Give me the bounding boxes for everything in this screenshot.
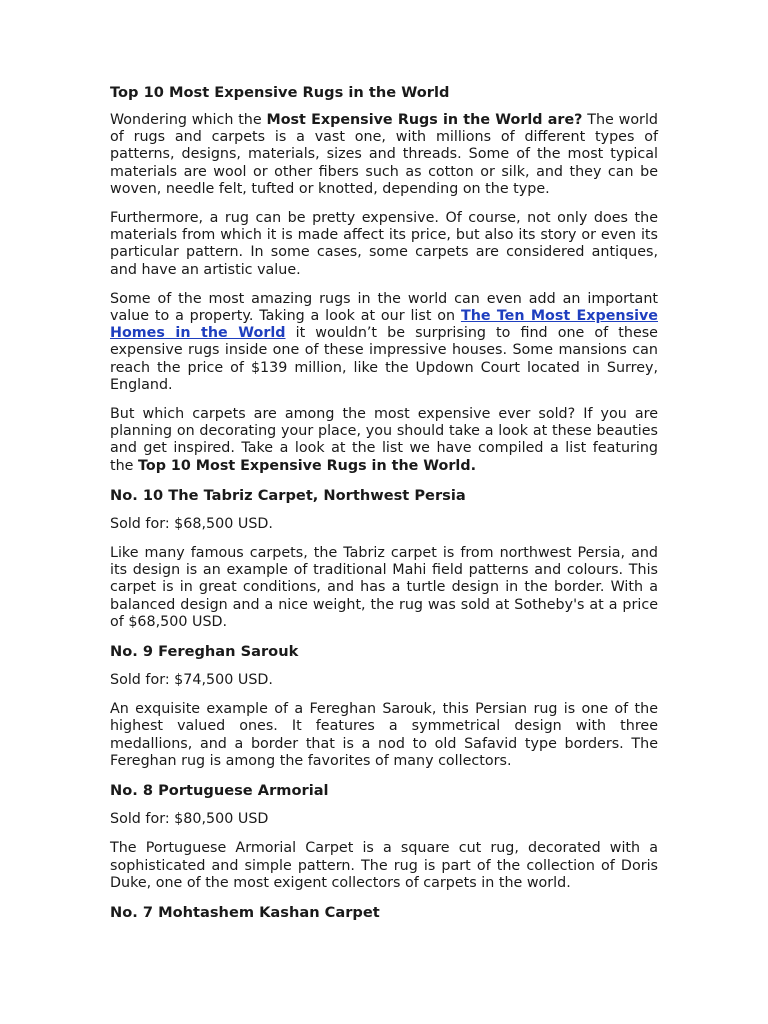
intro-bold-text: Most Expensive Rugs in the World are? [266, 112, 583, 128]
section-body-no9: An exquisite example of a Fereghan Sarouk, this Persian rug is one of the highest valued ones. It features a symmetrical design with three medallions, and a border that is a nod to old Safavid type borders. The Fereghan rug is among the favorites of many collectors. [110, 701, 658, 769]
document-title: Top 10 Most Expensive Rugs in the World [110, 84, 450, 101]
intro-text: Wondering which the [110, 112, 267, 128]
intro-paragraph-4 [110, 406, 658, 475]
intro-text: But which carpets are among the most expensive ever sold? If you are planning on decorating your place, you should take a look at these beauties and get inspired. Take a look at the list we have compiled a list featuring the [110, 406, 658, 474]
sold-price-no9: Sold for: $74,500 USD. [110, 672, 273, 689]
intro-text: it wouldn’t be surprising to find one of these expensive rugs inside one of these impressive houses. Some mansions can reach the price of $139 million, like the Updown Court located in Surrey, England. [110, 325, 658, 393]
intro-paragraph-3 [110, 291, 658, 394]
section-heading-no7: No. 7 Mohtashem Kashan Carpet [110, 903, 380, 921]
section-body-no10: Like many famous carpets, the Tabriz carpet is from northwest Persia, and its design is an example of traditional Mahi field patterns and colours. This carpet is in great conditions, and has a turtle design in the border. With a balanced design and a nice weight, the rug was sold at Sotheby's at a price of $68,500 USD. [110, 545, 658, 630]
intro-bold-text: Top 10 Most Expensive Rugs in the World. [138, 457, 476, 474]
section-heading-no9: No. 9 Fereghan Sarouk [110, 643, 299, 661]
section-body-no8: The Portuguese Armorial Carpet is a square cut rug, decorated with a sophisticated and simple pattern. The rug is part of the collection of Doris Duke, one of the most exigent collectors of carpets in the world. [110, 840, 658, 891]
expensive-homes-link[interactable]: The Ten Most Expensive Homes in the World [110, 308, 659, 342]
section-heading-no8: No. 8 Portuguese Armorial [110, 782, 329, 800]
intro-paragraph-2: Furthermore, a rug can be pretty expensive. Of course, not only does the materials from which it is made affect its price, but also its story or even its particular pattern. In some cases, some carpets are considered antiques, and have an artistic value. [110, 210, 658, 278]
intro-text: The world of rugs and carpets is a vast one, with millions of different types of patterns, designs, materials, sizes and threads. Some of the most typical materials are wool or other fibers such as cotton or silk, and they can be woven, needle felt, tufted or knotted, depending on the type. [110, 112, 658, 197]
intro-paragraph-1 [110, 112, 658, 198]
sold-price-no8: Sold for: $80,500 USD [110, 811, 269, 828]
intro-text: Some of the most amazing rugs in the world can even add an important value to a property. Taking a look at our list on [110, 290, 658, 325]
section-heading-no10: No. 10 The Tabriz Carpet, Northwest Persia [110, 486, 466, 504]
sold-price-no10: Sold for: $68,500 USD. [110, 515, 273, 532]
